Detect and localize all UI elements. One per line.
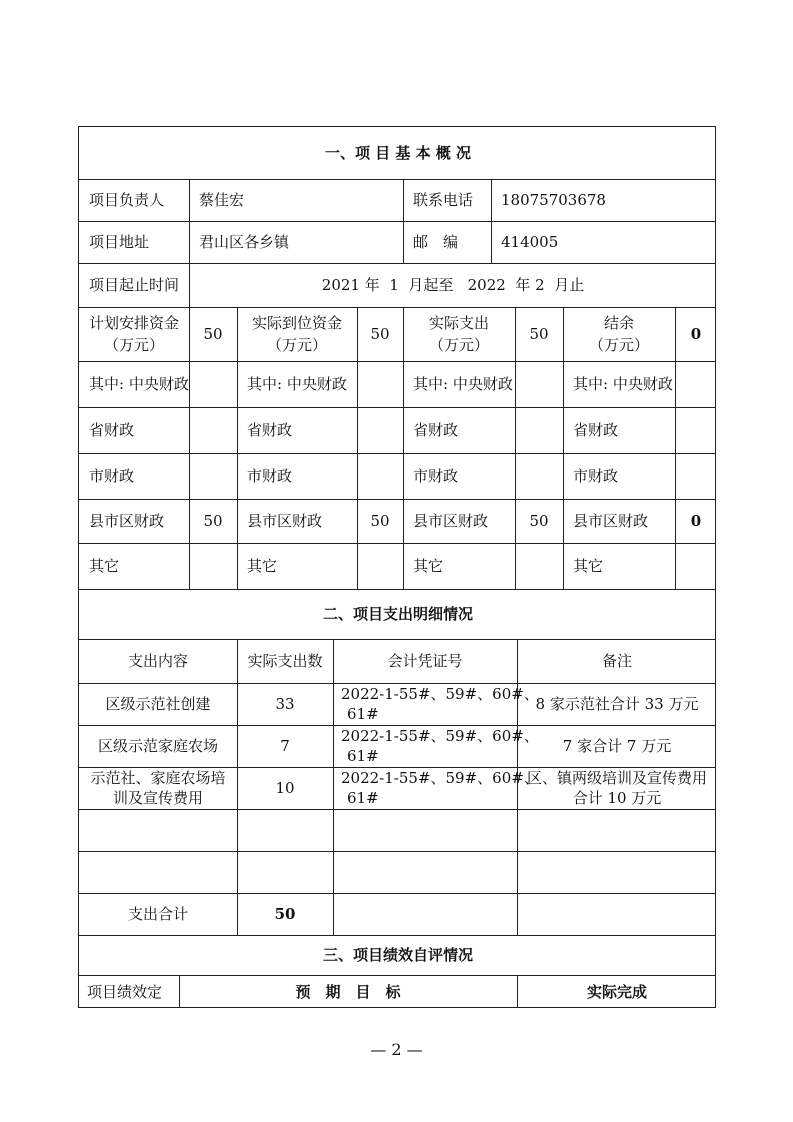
province-label: 省财政 <box>89 421 135 439</box>
county-spent-value: 50 <box>529 512 549 530</box>
central-label: 其中: 中央财政 <box>247 375 347 393</box>
voucher-number: 2022-1-55#、59#、60#、 61# <box>341 727 539 765</box>
expense-remark: 7 家合计 7 万元 <box>562 737 672 755</box>
county-planned-value: 50 <box>203 512 223 530</box>
column-header: 实际支出数 <box>247 652 323 670</box>
province-label: 省财政 <box>413 421 459 439</box>
city-label: 市财政 <box>89 467 135 485</box>
leader-value: 蔡佳宏 <box>199 191 245 209</box>
received-funds-value: 50 <box>370 325 390 343</box>
expense-amount: 10 <box>275 779 295 797</box>
postcode-label: 邮 编 <box>413 233 459 251</box>
total-value: 50 <box>274 905 296 923</box>
county-label: 县市区财政 <box>573 512 649 530</box>
planned-funds-value: 50 <box>203 325 223 343</box>
city-label: 市财政 <box>413 467 459 485</box>
voucher-number: 2022-1-55#、59#、60#、 61# <box>341 769 539 807</box>
indicator-label: 项目绩效定 <box>87 983 163 1001</box>
central-label: 其中: 中央财政 <box>89 375 189 393</box>
expense-remark: 8 家示范社合计 33 万元 <box>535 695 699 713</box>
other-label: 其它 <box>247 557 278 575</box>
city-label: 市财政 <box>247 467 293 485</box>
spent-value: 50 <box>529 325 549 343</box>
balance-label: 结余 （万元） <box>588 314 649 354</box>
central-label: 其中: 中央财政 <box>413 375 513 393</box>
expected-target-label: 预 期 目 标 <box>295 983 401 1001</box>
address-label: 项目地址 <box>89 233 150 251</box>
column-header: 备注 <box>601 652 632 670</box>
phone-value: 18075703678 <box>501 191 606 209</box>
column-header: 支出内容 <box>127 652 188 670</box>
spent-label: 实际支出 （万元） <box>428 314 489 354</box>
total-label: 支出合计 <box>127 905 188 923</box>
column-header: 会计凭证号 <box>387 652 463 670</box>
expense-content: 区级示范社创建 <box>105 695 211 713</box>
province-label: 省财政 <box>247 421 293 439</box>
expense-content: 区级示范家庭农场 <box>97 737 218 755</box>
other-label: 其它 <box>573 557 604 575</box>
section-2-title: 二、项目支出明细情况 <box>322 605 473 623</box>
city-label: 市财政 <box>573 467 619 485</box>
county-label: 县市区财政 <box>89 512 165 530</box>
phone-label: 联系电话 <box>413 191 474 209</box>
received-funds-label: 实际到位资金 （万元） <box>251 314 342 354</box>
section-1-title: 一、项 目 基 本 概 况 <box>324 144 472 162</box>
leader-label: 项目负责人 <box>89 191 165 209</box>
planned-funds-label: 计划安排资金 （万元） <box>88 314 179 354</box>
expense-amount: 33 <box>275 695 295 713</box>
expense-amount: 7 <box>280 737 290 755</box>
other-label: 其它 <box>89 557 120 575</box>
postcode-value: 414005 <box>501 233 559 251</box>
balance-value: 0 <box>690 325 702 343</box>
county-label: 县市区财政 <box>413 512 489 530</box>
county-label: 县市区财政 <box>247 512 323 530</box>
central-label: 其中: 中央财政 <box>573 375 673 393</box>
period-value: 2021 年 1 月起至 2022 年 2 月止 <box>321 276 585 294</box>
period-label: 项目起止时间 <box>89 276 180 294</box>
project-table <box>78 126 716 1008</box>
voucher-number: 2022-1-55#、59#、60#、 61# <box>341 685 539 723</box>
actual-completion-label: 实际完成 <box>586 983 647 1001</box>
other-label: 其它 <box>413 557 444 575</box>
county-balance-value: 0 <box>690 512 702 530</box>
county-received-value: 50 <box>370 512 390 530</box>
expense-remark: 区、镇两级培训及宣传费用 合计 10 万元 <box>526 769 707 807</box>
section-3-title: 三、项目绩效自评情况 <box>322 946 473 964</box>
page-number: — 2 — <box>370 1040 423 1059</box>
province-label: 省财政 <box>573 421 619 439</box>
address-value: 君山区各乡镇 <box>199 233 290 251</box>
expense-content: 示范社、家庭农场培 训及宣传费用 <box>90 769 226 807</box>
